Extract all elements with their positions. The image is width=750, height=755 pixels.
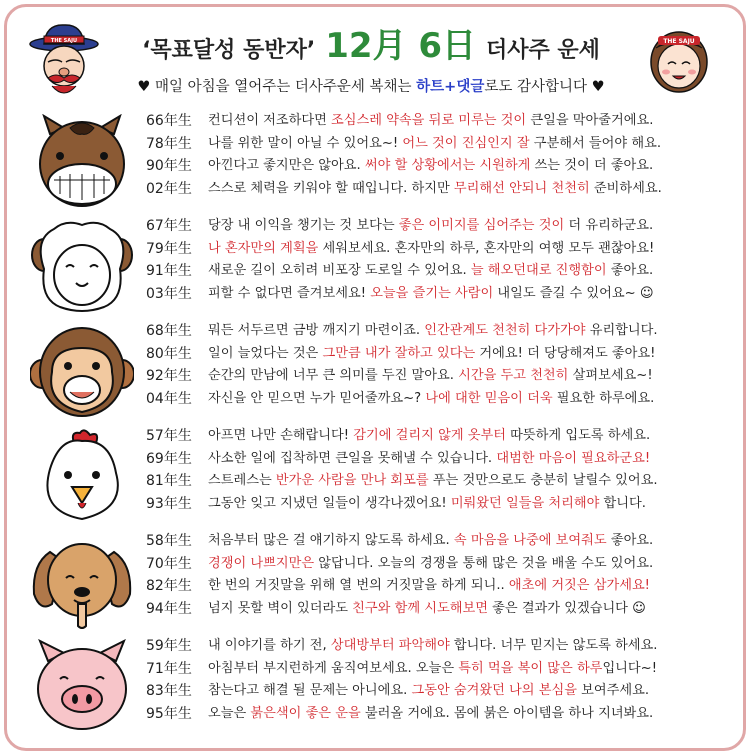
- fortune-text: [208, 320, 736, 343]
- fortune-text: [208, 425, 736, 448]
- plain-text: 따뜻하게 입도록 하세요.: [505, 428, 651, 443]
- fortune-row: [146, 703, 736, 726]
- highlight-text: 애초에 거짓은 삼가세요!: [508, 578, 650, 593]
- fortune-row: [146, 680, 736, 703]
- plain-text: 내 이야기를 하기 전,: [208, 638, 331, 653]
- fortune-row: [146, 553, 736, 576]
- monkey-icon: [30, 324, 134, 420]
- plain-text: 필요한 하루에요.: [552, 390, 655, 406]
- birth-year: 93年生: [146, 495, 192, 512]
- birth-year: 90年生: [146, 158, 192, 174]
- fortune-text: [208, 680, 736, 703]
- plain-text: 더 유리하군요.: [564, 218, 654, 233]
- plain-text: 거에요! 더 당당해져도 좋아요!: [475, 345, 656, 361]
- birth-year: 95年生: [146, 705, 192, 722]
- fortune-section: [0, 108, 742, 213]
- plain-text: 참는다고 해결 될 문제는 아니에요.: [208, 683, 412, 698]
- fortune-row: [146, 493, 736, 516]
- plain-text: 당장 내 이익을 챙기는 것 보다는: [208, 218, 399, 233]
- fortune-text: [208, 658, 736, 681]
- fortune-row: [146, 155, 736, 178]
- birth-year: 81年生: [146, 473, 192, 489]
- birth-year: 78年生: [146, 135, 192, 152]
- birth-year: 82年生: [146, 578, 192, 594]
- plain-text: 한 번의 거짓말을 위해 열 번의 거짓말을 하게 되니..: [208, 578, 509, 593]
- fortune-rows: [146, 320, 736, 410]
- sheep-icon: [30, 219, 134, 315]
- fortune-row: [146, 365, 736, 388]
- heart-icon: ♥: [137, 79, 151, 95]
- fortune-text: [208, 388, 736, 411]
- fortune-row: [146, 260, 736, 283]
- fortune-section: [0, 318, 742, 423]
- fortune-row: [146, 530, 736, 553]
- dog-icon: [30, 534, 134, 630]
- plain-text: 큰일을 막아줄거에요.: [526, 113, 654, 128]
- plain-text: 넘지 못할 벽이 있더라도: [208, 600, 353, 616]
- plain-text: 뭐든 서두르면 금방 깨지기 마련이죠.: [208, 323, 425, 338]
- fortune-rows: [146, 530, 736, 620]
- fortune-rows: [146, 110, 736, 200]
- highlight-text: 대범한 마음이 필요하군요!: [496, 450, 651, 466]
- subtitle-post: 로도 감사합니다: [484, 79, 588, 95]
- fortune-text: [208, 133, 736, 156]
- title: [0, 18, 742, 67]
- highlight-text: 늘 해오던대로 진행함이: [470, 263, 607, 278]
- highlight-text: 속 마음을 나중에 보여줘도: [453, 533, 607, 548]
- fortune-text: [208, 365, 736, 388]
- fortune-row: [146, 238, 736, 261]
- fortune-text: [208, 575, 736, 598]
- highlight-text: 써야 할 상황에서는 시원하게: [364, 158, 531, 173]
- fortune-sections: [0, 108, 742, 738]
- highlight-text: 나에 대한 믿음이 더욱: [425, 390, 553, 406]
- highlight-text: 그만큼 내가 잘하고 있다는: [322, 345, 476, 361]
- birth-year: 91年生: [146, 263, 192, 279]
- plain-text: 스스로 체력을 키워야 할 때입니다. 하지만: [208, 180, 454, 196]
- fortune-row: [146, 178, 736, 201]
- title-quote: ‘목표달성 동반자’: [142, 38, 316, 63]
- plain-text: 입니다~!: [602, 660, 657, 676]
- fortune-row: [146, 343, 736, 366]
- highlight-text: 미뤄왔던 일들을 처리해야: [450, 495, 600, 511]
- horse-icon: [30, 114, 134, 210]
- highlight-text: 오늘을 즐기는 사람이: [370, 285, 494, 301]
- fortune-text: [208, 470, 736, 493]
- fortune-text: [208, 283, 736, 306]
- fortune-text: [208, 598, 736, 621]
- highlight-text: 특히 먹을 복이 많은 하루: [458, 660, 603, 676]
- plain-text: 합니다. 너무 믿지는 않도록 하세요.: [449, 638, 658, 653]
- plain-text: 자신을 안 믿으면 누가 믿어줄까요~?: [208, 390, 426, 406]
- plain-text: 푸는 것만으로도 충분히 날릴수 있어요.: [428, 473, 658, 488]
- plain-text: 내일도 즐길 수 있어요~ ☺: [493, 285, 654, 301]
- highlight-text: 무리해선 안되니 천천히: [453, 180, 590, 196]
- fortune-text: [208, 260, 736, 283]
- plain-text: 쓰는 것이 더 좋아요.: [530, 158, 654, 173]
- plain-text: 사소한 일에 집착하면 큰일을 못해낼 수 있습니다.: [208, 450, 497, 466]
- birth-year: 02年生: [146, 180, 192, 197]
- plain-text: 새로운 길이 오히려 비포장 도로일 수 있어요.: [208, 263, 471, 278]
- fortune-row: [146, 575, 736, 598]
- fortune-row: [146, 110, 736, 133]
- title-date: 12月 6日: [325, 26, 477, 66]
- highlight-text: 친구와 함께 시도해보면: [352, 600, 488, 616]
- birth-year: 80年生: [146, 345, 192, 362]
- fortune-row: [146, 133, 736, 156]
- plain-text: 유리합니다.: [585, 323, 658, 338]
- fortune-row: [146, 425, 736, 448]
- highlight-text: 좋은 이미지를 심어주는 것이: [398, 218, 565, 233]
- header: [0, 18, 742, 96]
- heart-icon: ♥: [591, 79, 605, 95]
- fortune-text: [208, 343, 736, 366]
- fortune-row: [146, 215, 736, 238]
- birth-year: 03年生: [146, 285, 192, 302]
- plain-text: 살펴보세요~!: [568, 368, 653, 383]
- fortune-row: [146, 388, 736, 411]
- plain-text: 스트레스는: [208, 473, 276, 488]
- birth-year: 04年生: [146, 390, 192, 407]
- highlight-text: 상대방부터 파악해야: [330, 638, 450, 653]
- plain-text: 합니다.: [599, 495, 646, 511]
- fortune-rows: [146, 425, 736, 515]
- plain-text: 보여주세요.: [576, 683, 650, 698]
- plain-text: 피할 수 없다면 즐겨보세요!: [208, 285, 371, 301]
- plain-text: 좋은 결과가 있겠습니다 ☺: [487, 600, 646, 616]
- fortune-text: [208, 448, 736, 471]
- fortune-row: [146, 470, 736, 493]
- fortune-text: [208, 155, 736, 178]
- plain-text: 좋아요.: [606, 263, 654, 278]
- plain-text: 나를 위한 말이 아닐 수 있어요~!: [208, 135, 403, 151]
- highlight-text: 어느 것이 진심인지 잘: [402, 135, 530, 151]
- fortune-row: [146, 448, 736, 471]
- birth-year: 66年生: [146, 113, 192, 129]
- subtitle-pre: 매일 아침을 열어주는 더사주운세 복채는: [154, 79, 417, 95]
- plain-text: 세워보세요. 혼자만의 하루, 혼자만의 여행 모두 괜찮아요!: [318, 240, 655, 256]
- highlight-text: 반가운 사람을 만나 회포를: [275, 473, 429, 488]
- birth-year: 94年生: [146, 600, 192, 617]
- highlight-text: 시간을 두고 천천히: [458, 368, 569, 383]
- plain-text: 구분해서 들어야 해요.: [529, 135, 662, 151]
- birth-year: 69年生: [146, 450, 192, 467]
- plain-text: 아낀다고 좋지만은 않아요.: [208, 158, 365, 173]
- plain-text: 그동안 잊고 지냈던 일들이 생각나겠어요!: [208, 495, 451, 511]
- plain-text: 아프면 나만 손해랍니다!: [208, 428, 354, 443]
- fortune-row: [146, 320, 736, 343]
- plain-text: 컨디션이 저조하다면: [208, 113, 332, 128]
- birth-year: 57年生: [146, 428, 192, 444]
- fortune-rows: [146, 635, 736, 725]
- highlight-text: 경쟁이 나쁘지만은: [208, 555, 315, 571]
- plain-text: 않답니다. 오늘의 경쟁을 통해 많은 것을 배울 수도 있어요.: [314, 555, 654, 571]
- fortune-row: [146, 283, 736, 306]
- fortune-text: [208, 553, 736, 576]
- plain-text: 순간의 만남에 너무 큰 의미를 두진 말아요.: [208, 368, 459, 383]
- birth-year: 67年生: [146, 218, 192, 234]
- fortune-row: [146, 635, 736, 658]
- fortune-text: [208, 215, 736, 238]
- highlight-text: 붉은색이 좋은 운을: [250, 705, 361, 721]
- logo-text-right: THE SAJU: [663, 38, 695, 45]
- fortune-text: [208, 493, 736, 516]
- highlight-text: 인간관계도 천천히 다가가야: [424, 323, 586, 338]
- fortune-section: [0, 213, 742, 318]
- title-brand: 더사주 운세: [486, 38, 600, 63]
- fortune-text: [208, 703, 736, 726]
- subtitle: [0, 75, 742, 96]
- fortune-text: [208, 635, 736, 658]
- plain-text: 아침부터 부지런하게 움직여보세요. 오늘은: [208, 660, 459, 676]
- highlight-text: 그동안 숨겨왔던 나의 본심을: [411, 683, 577, 698]
- fortune-text: [208, 238, 736, 261]
- highlight-text: 나 혼자만의 계획을: [208, 240, 319, 256]
- fortune-row: [146, 658, 736, 681]
- highlight-text: 감기에 걸리지 않게 옷부터: [353, 428, 506, 443]
- plain-text: 오늘은: [208, 705, 251, 721]
- fortune-section: [0, 633, 742, 738]
- subtitle-highlight: 하트+댓글: [416, 79, 485, 95]
- birth-year: 58年生: [146, 533, 192, 549]
- pig-icon: [30, 639, 134, 735]
- plain-text: 좋아요.: [606, 533, 654, 548]
- logo-text-left: THE SAJU: [50, 38, 78, 44]
- fortune-section: [0, 528, 742, 633]
- plain-text: 일이 늘었다는 것은: [208, 345, 323, 361]
- birth-year: 79年生: [146, 240, 192, 257]
- fortune-section: [0, 423, 742, 528]
- birth-year: 71年生: [146, 660, 192, 677]
- fortune-row: [146, 598, 736, 621]
- fortune-text: [208, 110, 736, 133]
- chicken-icon: [30, 429, 134, 525]
- fortune-rows: [146, 215, 736, 305]
- plain-text: 준비하세요.: [589, 180, 662, 196]
- plain-text: 불러올 거에요. 몸에 붉은 아이템을 하나 지녀봐요.: [360, 705, 654, 721]
- birth-year: 68年生: [146, 323, 192, 339]
- birth-year: 70年生: [146, 555, 192, 572]
- birth-year: 59年生: [146, 638, 192, 654]
- highlight-text: 조심스레 약속을 뒤로 미루는 것이: [331, 113, 527, 128]
- fortune-text: [208, 178, 736, 201]
- fortune-text: [208, 530, 736, 553]
- plain-text: 처음부터 많은 걸 얘기하지 않도록 하세요.: [208, 533, 454, 548]
- birth-year: 92年生: [146, 368, 192, 384]
- birth-year: 83年生: [146, 683, 192, 699]
